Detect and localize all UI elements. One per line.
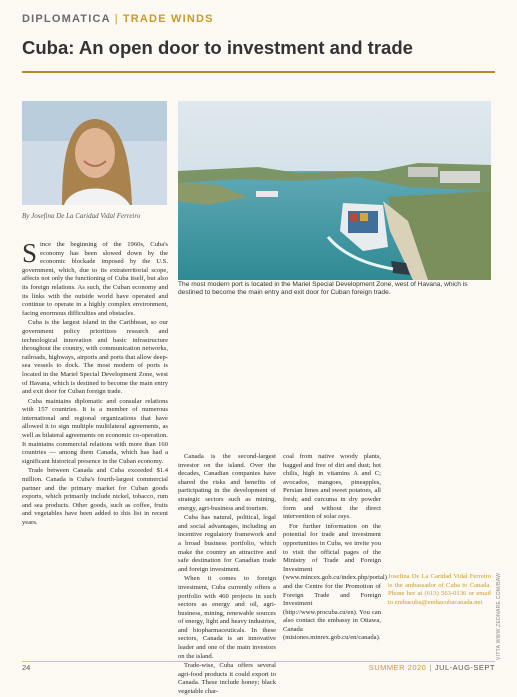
paragraph: Since the beginning of the 1960s, Cuba's economy has been slowed down by the economic blockade imposed by the U.S. government, which, due to its extraterritorial scope, affects not only the functioning of Cuba itself, but also its foreign relations. As such, the Cuban economy and its links with the outside world have operated and continue to operate in a highly complex environment, facing enormous difficulties and obstacles. bbox=[22, 238, 168, 317]
photo-caption: The most modern port is located in the Mariel Special Development Zone, west of Havana, which is destined to become the main entry and exit door for Cuban foreign trade. bbox=[178, 281, 468, 297]
issue-info: SUMMER 2020 | JUL-AUG-SEPT bbox=[368, 663, 495, 672]
article-column-2 bbox=[178, 453, 276, 696]
paragraph: When it comes to foreign investment, Cuba currently offers a portfolio with 460 projects in such sectors as energy and oil, agri-business, mining, renewable sources of energy, light and heavy industries, and biopharmaceuticals. In these sectors, Canada is an innovative leader and one of the main investors on the island. bbox=[178, 575, 276, 660]
title-divider bbox=[22, 71, 495, 73]
page-number: 24 bbox=[22, 663, 31, 672]
section-header: DIPLOMATICA | TRADE WINDS bbox=[22, 13, 214, 25]
photo-credit: VITTA WWW.ZEDNARE.COM/BAW bbox=[496, 572, 502, 660]
author-contact: Josefina De La Caridad Vidal Ferreiro is the ambassador of Cuba to Canada. Phone her at (613) 563-0136 or email to embacuba@embacubacanada.net bbox=[388, 573, 491, 606]
publication-name: DIPLOMATICA bbox=[22, 13, 111, 25]
issue-season: SUMMER 2020 bbox=[368, 663, 427, 672]
paragraph: Cuba is the largest island in the Caribbean, so our government policy prioritizes research and technological innovation and basic infrastructure throughout the country, with communication networks, railroads, highways, airports and ports that allow deep-sea vessels to dock. The most modern of ports is located in the Mariel Special Development Zone, west of Havana, which is destined to become the main entry and exit door for Cuban foreign trade. bbox=[22, 319, 168, 396]
byline: By Josefina De La Caridad Vidal Ferreiro bbox=[22, 212, 141, 220]
paragraph: Canada is the second-largest investor on the island. Over the decades, Canadian companies have shared the risks and benefits of participating in the development of strategic sectors such as mining, energy, agri-business and tourism. bbox=[178, 453, 276, 512]
port-photo-image bbox=[178, 101, 491, 280]
footer-divider bbox=[22, 661, 495, 662]
article-column-1 bbox=[22, 238, 168, 659]
article-column-3 bbox=[283, 453, 387, 658]
paragraph: Cuba maintains diplomatic and consular relations with 157 countries. It is a member of numerous international and regional organizations that have allowed it to sign multiple multilateral agreements, as well as bilateral agreements on economic co-operation. It maintains commercial relations with more than 160 countries — among them Canada, which has had a significant historical presence in the Cuban economy. bbox=[22, 397, 168, 465]
port-photo bbox=[178, 101, 491, 280]
author-portrait bbox=[22, 101, 167, 205]
article-title: Cuba: An open door to investment and trade bbox=[22, 37, 413, 58]
section-name: TRADE WINDS bbox=[122, 13, 214, 25]
paragraph: Cuba has natural, political, legal and social advantages, including an incentive regulatory framework and a broad business portfolio, which make the country an attractive and safe destination for Canadian trade and foreign investment. bbox=[178, 514, 276, 573]
author-portrait-image bbox=[22, 101, 167, 205]
paragraph: Trade between Canada and Cuba exceeded $1.4 million. Canada is Cuba's fourth-largest commercial partner and the primary market for Cuban goods exports, which primarily include nickel, tobacco, rum and sea products. Other goods, such as coffee, fruits and vegetables have been added to this list in recent years. bbox=[22, 467, 168, 526]
paragraph: Trade-wise, Cuba offers several agri-food products it could export to Canada. These include honey; black vegetable char- bbox=[178, 662, 276, 696]
article-column-4 bbox=[388, 453, 491, 658]
issue-months: JUL-AUG-SEPT bbox=[434, 663, 495, 672]
paragraph: coal from native woody plants, bagged and free of dirt and dust; hot chilis, high in vitamins A and C; avocados, mangoes, pineapples, Persian limes and sweet potatoes, all fresh; and curcuma in dry powder form and without the direct intervention of solar rays. bbox=[283, 453, 381, 521]
paragraph: For further information on the potential for trade and investment opportunities in Cuba, we invite you to visit the official pages of the Ministry of Trade and Foreign Investment (www.mincex.gob.cu/index.php/portal) and the Centre for the Promotion of Foreign Trade and Foreign Investment (http://www.procuba.cu/en). You can also contact the embassy in Ottawa, Canada (misiones.minrex.gob.cu/en/canada). bbox=[283, 522, 387, 642]
